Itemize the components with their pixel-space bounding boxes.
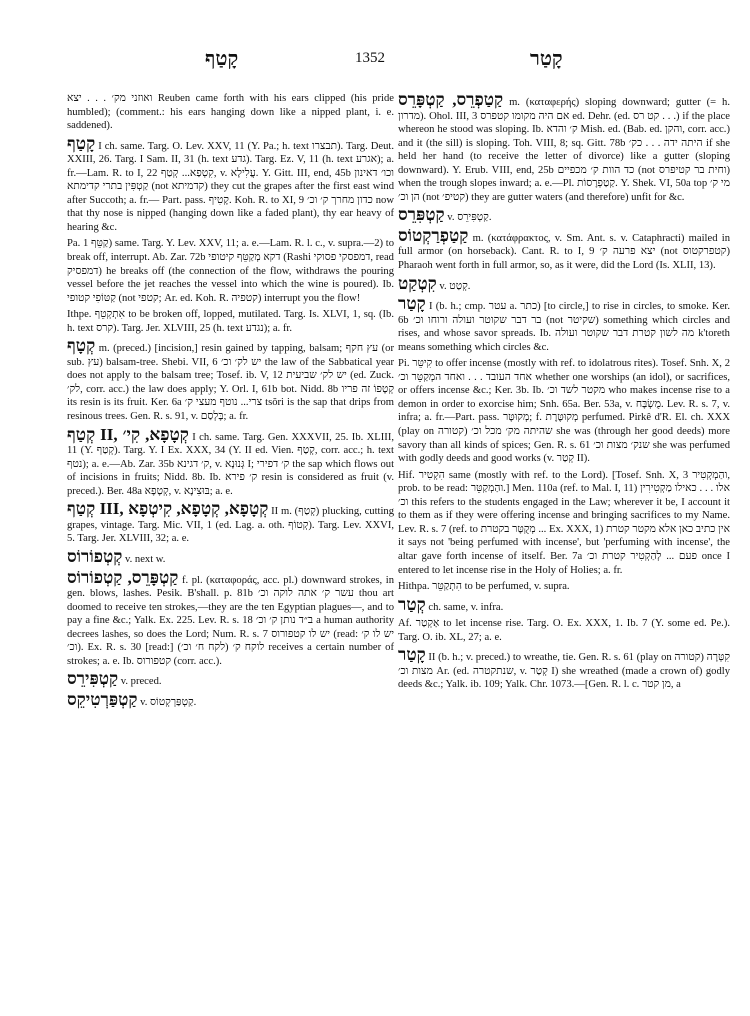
entry-text: ch. same, v. infra.: [428, 601, 504, 613]
dictionary-entry: [67, 546, 394, 567]
entry-headword: קַטַפְרַקְטוֹס: [398, 225, 469, 245]
dictionary-entry: [67, 308, 394, 335]
right-column: [398, 92, 730, 695]
entry-headword: קָטַר: [398, 294, 426, 314]
entry-text: Ithpe. אִתְקְטֵף to be broken off, lopped, mutilated. Targ. Is. XLVI, 1, sq. (Ib. h. text קרס). Targ. Jer. XLVIII, 25 (h. text נגדע); a. fr.: [67, 309, 394, 334]
dictionary-entry: [398, 594, 730, 615]
entry-headword: קְטַף III, קְטָפָא, קְטָפָא, קִיטְפָא: [67, 499, 269, 519]
entry-text: II m. (קְטַף) plucking, cutting grapes, vintage. Targ. Mic. VII, 1 (ed. Lag. a. oth. קְטוֹף). Targ. Lev. XXVI, 5. Targ. Jer. XLVIII, 32; a. e.: [67, 506, 395, 545]
entry-headword: קָטַף: [67, 133, 96, 153]
entry-headword: קִטְקַט: [398, 273, 437, 293]
entry-headword: קְטַר: [398, 594, 426, 614]
dictionary-entry: [398, 580, 730, 594]
dictionary-entry: [398, 207, 730, 225]
dictionary-entry: [398, 225, 730, 273]
entry-text: I (b. h.; cmp. עטר a. כתר) [to circle,] to rise in circles, to smoke. Ker. 6b בר דבר שקוטר ועולה ורוחו וכ׳ (not שקיטר) something which circles and rises, and whose savor spreads. Ib. מה לשון קטרת דבר שקוטר ועולה k'toreth means something which circles &c.: [398, 301, 730, 353]
dictionary-entry: [398, 617, 730, 644]
entry-text: v. preced.: [120, 676, 162, 688]
dictionary-entry: [67, 567, 395, 669]
entry-headword: קְטָף: [67, 336, 96, 356]
entry-headword: קַטְפִּרֵס: [398, 205, 445, 225]
entry-text: I ch. same. Targ. Gen. XXXVII, 25. Ib. XLIII, 11 (Y. קְטַף). Targ. Y. I Ex. XXX, 34 (Y. II ed. Vien. קְטַף, corr. acc.; h. text נטף); a. e.—Ab. Zar. 35b ק׳ דגינא, v. גְּנוּנָא I; ק׳ דפירי the sap which flows out of incisions in fruits; Nidd. 8b. Ib. ק׳ פירא resin is considered as fruit (v. preced.). Ber. 48a קְטָפָא, v. בּוּצִינָא; a. e.: [67, 431, 395, 497]
dictionary-entry: [398, 647, 730, 692]
entry-text: Af. אַקְטַר to let incense rise. Targ. O. Ex. XXX, 1. Ib. 7 (Y. some ed. Pe.). Targ. O. ib. XL, 27; a. e.: [398, 618, 730, 643]
entry-headword: קָטַר: [398, 645, 426, 665]
entry-text: m. (preced.) [incision,] resin gained by tapping, balsam; עץ חקף (or sub. עץ) balsam-tree. Shebi. VII, 6 יש לק׳ וכ׳ the law of the Sabbatical year does not apply to the balsam tree; Tosef. ib. V, 12 יש לק׳ שביעית (ed. Zuck. לק׳, corr. acc.) the law does apply; Y. Orl. I, 61b bot. Nidd. 8b קְטָפוֹ זה פריו its resin is its fruit. Ker. 6a צרי... נוטף מעצי ק׳ tsŏri is the sap that drips from resinous trees. Gen. R. s. 91, v. בָּלְסַם; a. fr.: [67, 343, 395, 423]
entry-headword: קַטְפַּרְטִיקֵס: [67, 689, 138, 709]
running-head-right: קָטַר: [530, 48, 563, 70]
entry-text: Pa. קַטֵּף 1) same. Targ. Y. Lev. XXV, 11; a. e.—Lam. R. l. c., v. supra.—2) to break off, interrupt. Ab. Zar. 72b דקא מְקַטֵּף קיטופי (Rashi דמפסקי פסוקי, read דמפסיק) he breaks off (the connection of the flow, withdraws the pouring vessel before the jet reaches the vessel into which the wine is poured). Ib. קַטּוֹפִי קטופי (not קטפי; Ar. ed. Koh. R. קטפיה) interrupt you the flow!: [67, 238, 395, 304]
page-header: [0, 46, 750, 70]
entry-text: II (b. h.; v. preced.) to wreathe, tie. Gen. R. s. 61 (play on קטורה) קִטְּרָה מצות וכ׳ Ar. (ed. שנתקטרה, v. קְטַר I) she wreathed (made a crown of) godly deeds &c.; Yalk. ib. 109; Yalk. Chr. 1073.—[Gen. R. l. c. מן קטר, a: [398, 652, 731, 691]
dictionary-entry: [398, 92, 730, 204]
entry-text: Hithpa. הִתְקַטֵּר to be perfumed, v. supra.: [398, 581, 570, 593]
entry-text: Pi. קִיטֵּר to offer incense (mostly with ref. to idolatrous rites). Tosef. Snh. X, 2 אחד העובד . . . ואחד המְקַטֵּר וכ׳ whether one worships (an idol), or sacrifices, or offers incense &c.; Ker. 3b. Ib. מקטר לשד וכ׳ who makes incense rise to a demon in order to exorcise him; Snh. 65a. Ber. 53a, v. מֻשְׂבָּח. Lev. R. s. 7, v. infra; a. fr.—Part. pass. מְקוּטָּר; f. מְקוּטֶּרֶת perfumed. Pirkê d'R. El. ch. XXX (play on קטורה) שהיתה מק׳ מכל וכ׳ she was (through her good deeds) more savory than all kinds of spices; Gen. R. s. 61 שנק׳ מצות וכ׳ she was perfumed with godly deeds and good works (v. קְטַר II).: [398, 358, 731, 465]
entry-headword: קַטְפִּירֵס: [67, 669, 119, 689]
dictionary-entry: [398, 469, 730, 577]
dictionary-entry: [67, 133, 394, 235]
dictionary-entry: [398, 357, 730, 465]
dictionary-entry: [67, 338, 394, 423]
entry-text: v. next w.: [125, 553, 166, 565]
entry-headword: קַטַפְרֵס, קַטְפָּרֵס: [398, 90, 504, 109]
dictionary-entry: [67, 424, 395, 499]
dictionary-entry: [67, 237, 394, 305]
dictionary-entry: [67, 689, 394, 710]
entry-text: v. קְטַט.: [439, 280, 471, 292]
entry-headword: קְטְפוֹרוֹס: [67, 546, 123, 566]
entry-text: ואוזני מק׳ . . . יצא Reuben came forth with his ears clipped (his pride humbled); (comment.: his ears hanging down like a nipped plant, i. e. saddened).: [67, 93, 394, 132]
dictionary-entry: [67, 501, 394, 546]
running-head-left: קָטַף: [205, 48, 239, 70]
left-column: [67, 92, 394, 712]
entry-text: m. (καταφερής) sloping downward; gutter (= h. מדרון). Ohol. III, 3 אם היה מקומו קטפרס ed. Dehr. (ed. קט רס . . .) if the place whereon he stood was sloping. Ib. ק׳ והדא Mish. ed. (Bab. ed. והקן, corr. acc.) and it (the sill) is sloping. Toh. VIII, 8; sq. Gitt. 78b היתה ידה . . . כק׳ if she held her hand (to receive the letter of divorce) like a gutter (sloping downward). Y. Erub. VIII, end, 25b כד הוות ק׳ מכפיים (not וחית בר קטיפרס) when the trough slopes inward; a. e.—Pl. קַטַפְרָסוֹת. Y. Shek. VI, 50a top מי ק׳ הן וכ׳ (not קטיפ׳) they are gutter waters (and therefore) unfit for &c.: [398, 97, 731, 203]
entry-headword: קַטְפָּרֵס, קַטְפוֹרוֹס: [67, 567, 179, 587]
entry-headword: קְטַף II, קְטָפָא, קִי׳: [67, 424, 189, 444]
entry-text: Hif. הִקְטִיר same (mostly with ref. to the Lord). [Tosef. Snh. X, 3 והַמְקְטִיר, prob. to be read: והַמְקַטֵּר.] Men. 110a (ref. to Mal. I, 11) אלו . . . כאילו מַקְטִירִין וכ׳ this refers to the students engaged in the Law; wherever it be, I account it to them as if they were offering incense and bringing sacrifices to my Name. Lev. R. s. 7 (ref. to מְקֻטָּר בקטרת ... Ex. XXX, 1) אין כתיב כאן אלא מקטר קטרת it says not 'being perfumed with incense', but 'perfuming with incense', the altar gave forth incense of itself. Ber. 7a פעם ... לְהַקְטִיר קטרת וכ׳ once I entered to let incense rise in the Holy of Holies; a. fr.: [398, 469, 730, 576]
entry-text: v. קַטְפִּירֵס.: [447, 212, 492, 224]
entry-text: m. (κατάφρακτος, v. Sm. Ant. s. v. Cataphracti) mailed in full armor (on horseback). Cant. R. to I, 9 יצא פרעה ק׳ (not קטפרקטוס) Pharaoh went forth in full armor, so, as it were, did the Lord (Is. XLII, 13).: [398, 232, 730, 272]
page-number: 1352: [355, 50, 385, 66]
entry-text: I ch. same. Targ. O. Lev. XXV, 11 (Y. Pa.; h. text תבצרו). Targ. Deut. XXIII, 26. Targ. I Sam. II, 31 (h. text גדע). Targ. Ez. V, 11 (h. text אגרע); a. fr.—Lam. R. to I, 22 קִטְפַא... קְטַף, v. עֲלִילָא. Y. Gitt. III, end, 45b וכו׳ דאינון קַטְפִּין בתרי קדימתא (not קדמיתא) they cut the grapes after the first east wind after Succoth; a. fr.— Part. pass. קָטִיף. Koh. R. to XI, 9 כדון מחרך ק׳ וכ׳ now that thy nose is nipped (hanging down like a faded plant), thy ear heavy of hearing &c.: [67, 140, 394, 233]
dictionary-entry: [67, 671, 394, 689]
entry-text: f. pl. (καταφοράς, acc. pl.) downward strokes, in gen. blows, lashes. Pesik. B'shall. p. 81b עשר ק׳ אתה לוקה וכ׳ thou art doomed to receive ten strokes,—they are the ten Egyptian plagues—, and to pay a fine &c.; Yalk. Ex. 225. Lev. R. s. 18 ב״ד נותן ק׳ וכ׳ a human authority decrees lashes, so does the Lord; Num. R. s. 7 יש לו קטפורוס (read: יש לו ק׳ וכ׳). Ex. R. s. 30 [read:] לוקח ק׳ (לקח ח׳ וכ׳) receives a certain number of strokes; a. e. Ib. קטפורוס (corr. acc.).: [67, 574, 395, 667]
dictionary-entry: [398, 273, 730, 294]
dictionary-entry: [67, 92, 394, 133]
entry-text: v. קַטְפַּרְקְטוֹס.: [140, 696, 197, 708]
dictionary-entry: [398, 296, 730, 354]
